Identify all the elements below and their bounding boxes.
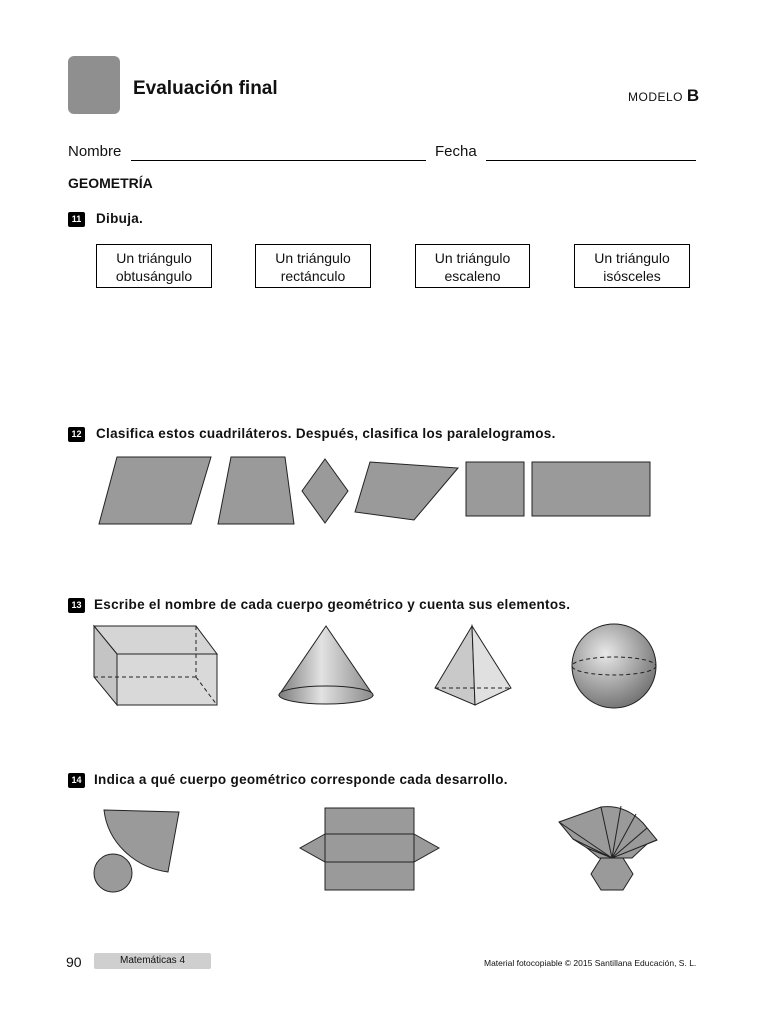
cone-net	[94, 810, 179, 892]
question-number: 13	[68, 598, 85, 613]
section-title: GEOMETRÍA	[68, 175, 153, 191]
prism-net	[300, 808, 439, 890]
nombre-label: Nombre	[68, 143, 122, 160]
box-line: Un triángulo	[116, 250, 192, 266]
box-line: Un triángulo	[434, 250, 511, 266]
question-number: 14	[68, 773, 85, 788]
book-label: Matemáticas 4	[94, 953, 211, 969]
box-line: rectánculo	[280, 268, 346, 284]
box-line: Un triángulo	[275, 250, 351, 266]
box-line: escaleno	[444, 268, 501, 284]
question-number: 12	[68, 427, 85, 442]
page-title: Evaluación final	[133, 78, 278, 99]
modelo-text: MODELO	[628, 90, 684, 104]
page-number: 90	[66, 954, 82, 970]
box-line: isósceles	[603, 268, 661, 284]
box-line: obtusángulo	[115, 268, 193, 284]
modelo-value: B	[686, 86, 700, 105]
question-text: Dibuja.	[96, 211, 144, 226]
copyright-text: Material fotocopiable © 2015 Santillana Educación, S. L.	[484, 958, 697, 968]
pyramid-net	[559, 806, 657, 890]
question-text: Indica a qué cuerpo geométrico corresponde cada desarrollo.	[94, 772, 508, 787]
question-text: Clasifica estos cuadriláteros. Después, clasifica los paralelogramos.	[96, 426, 556, 441]
question-number: 11	[68, 212, 85, 227]
box-line: Un triángulo	[594, 250, 670, 266]
fecha-label: Fecha	[435, 143, 477, 160]
question-text: Escribe el nombre de cada cuerpo geométrico y cuenta sus elementos.	[94, 597, 571, 612]
